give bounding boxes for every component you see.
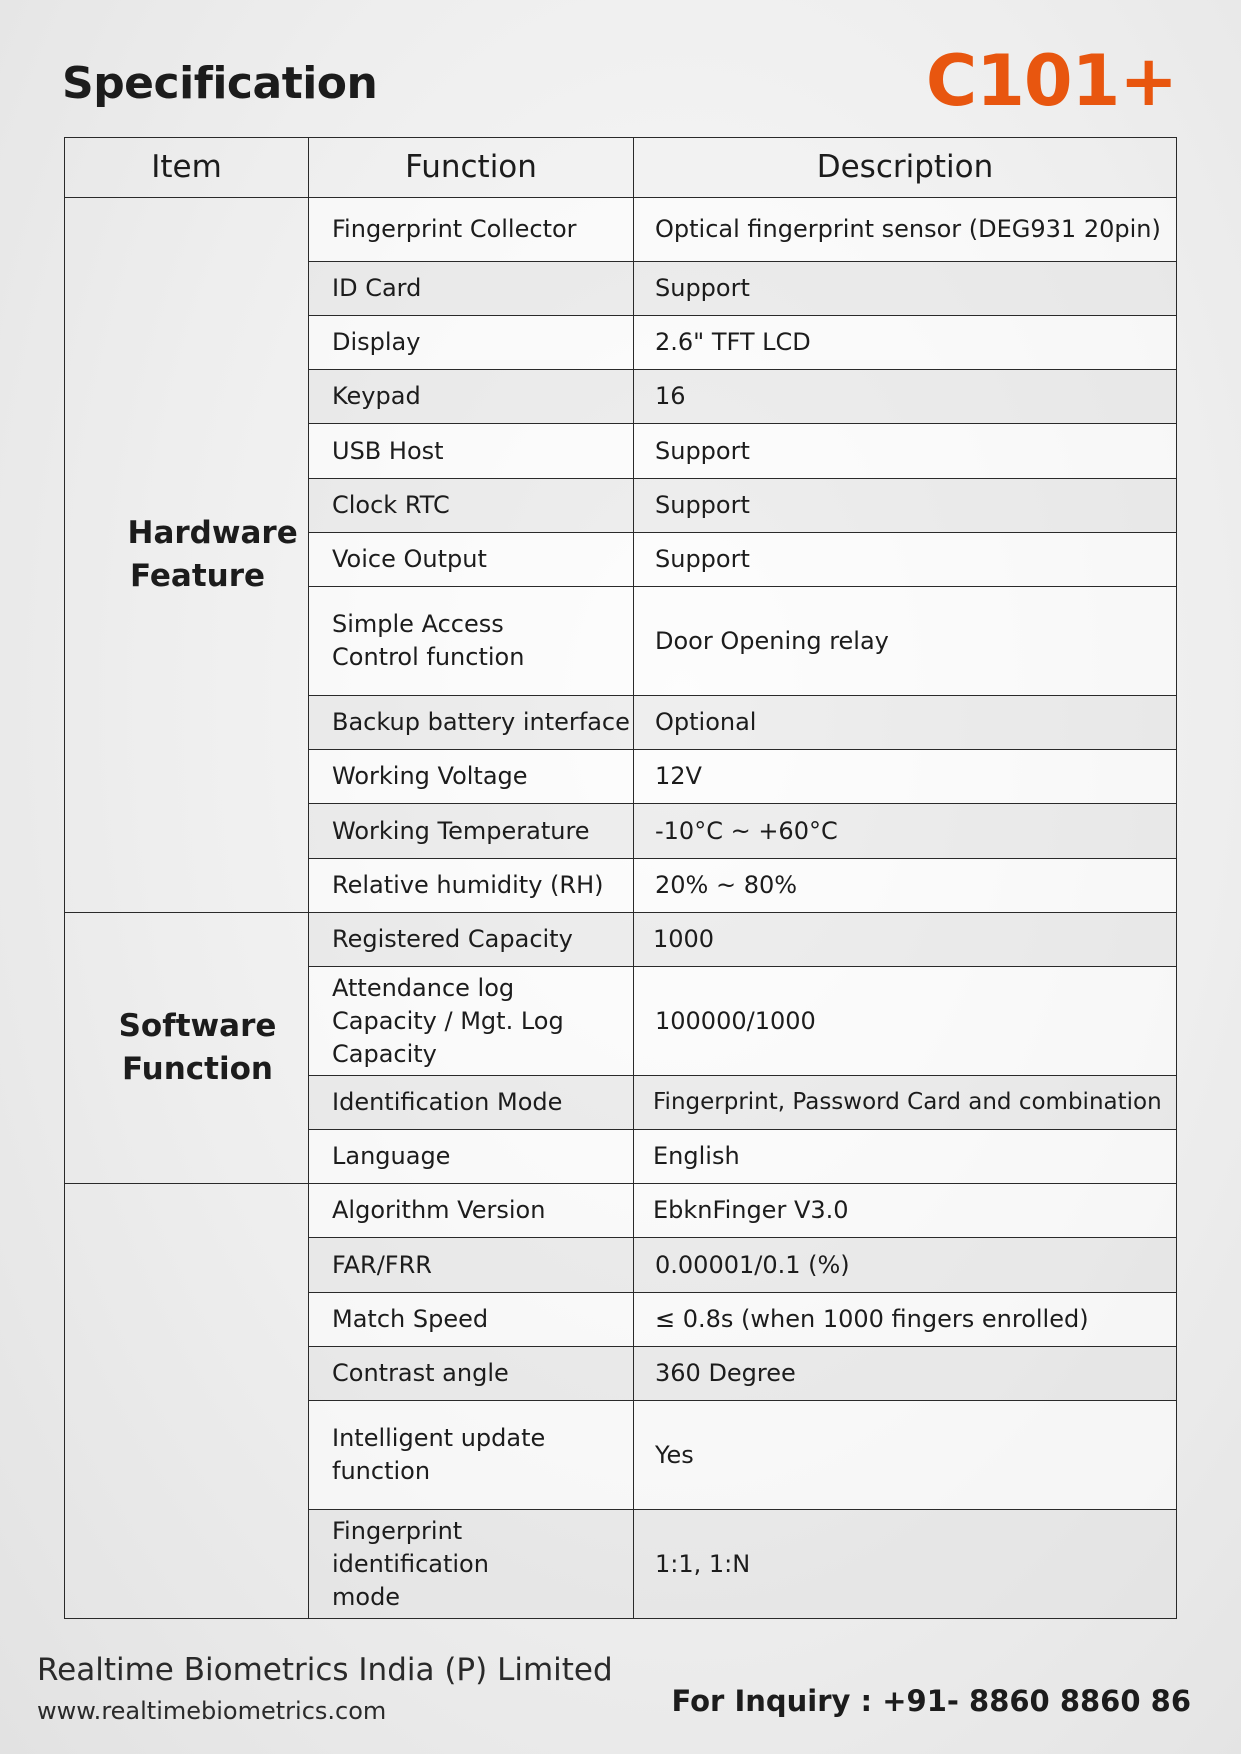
description-cell: Optical fingerprint sensor (DEG931 20pin) [634, 198, 1177, 262]
description-cell: Yes [634, 1401, 1177, 1510]
temperature-range: -10°C ~ +60°C [655, 816, 838, 845]
group-software-function [65, 913, 309, 1184]
description-cell: 2.6" TFT LCD [634, 316, 1177, 370]
header-item: Item [65, 138, 309, 198]
function-cell: Match Speed [309, 1293, 634, 1347]
table-header-row [65, 138, 1177, 198]
description-cell: Support [634, 479, 1177, 533]
spec-table [64, 137, 1177, 1619]
function-cell: ID Card [309, 262, 634, 316]
table-row [65, 1184, 1177, 1238]
function-cell: Contrast angle [309, 1347, 634, 1401]
description-cell: Support [634, 533, 1177, 587]
inquiry-phone: For Inquiry : +91- 8860 8860 86 [671, 1684, 1191, 1718]
function-cell: Attendance log Capacity / Mgt. Log Capacity [309, 967, 634, 1076]
function-cell: Algorithm Version [309, 1184, 634, 1238]
company-name: Realtime Biometrics India (P) Limited [37, 1652, 613, 1688]
function-cell: Voice Output [309, 533, 634, 587]
description-cell [634, 804, 1177, 859]
function-cell: USB Host [309, 424, 634, 479]
description-cell: Optional [634, 696, 1177, 750]
website-link[interactable]: www.realtimebiometrics.com [37, 1697, 387, 1725]
group-unlabelled [65, 1184, 309, 1619]
description-cell: EbknFinger V3.0 [634, 1184, 1177, 1238]
description-cell: 1:1, 1:N [634, 1510, 1177, 1619]
description-cell: 100000/1000 [634, 967, 1177, 1076]
function-cell: Relative humidity (RH) [309, 859, 634, 913]
function-cell: Intelligent update function [309, 1401, 634, 1510]
function-cell: Fingerprint identification mode [309, 1510, 634, 1619]
page-title: Specification [62, 58, 378, 109]
description-cell: 360 Degree [634, 1347, 1177, 1401]
description-cell: Door Opening relay [634, 587, 1177, 696]
function-cell: Fingerprint Collector [309, 198, 634, 262]
description-cell: 12V [634, 750, 1177, 804]
function-cell: Working Voltage [309, 750, 634, 804]
table-row [65, 198, 1177, 262]
description-cell: Support [634, 262, 1177, 316]
function-cell: Display [309, 316, 634, 370]
function-cell: Backup battery interface [309, 696, 634, 750]
group-label: Software Function [118, 1008, 277, 1087]
function-cell: Working Temperature [309, 804, 634, 859]
function-cell: Clock RTC [309, 479, 634, 533]
table-row [65, 913, 1177, 967]
description-cell: English [634, 1130, 1177, 1184]
model-name: C101+ [925, 40, 1177, 122]
function-cell: Language [309, 1130, 634, 1184]
description-cell: 16 [634, 370, 1177, 424]
description-cell: Support [634, 424, 1177, 479]
description-cell: ≤ 0.8s (when 1000 fingers enrolled) [634, 1293, 1177, 1347]
description-cell: 20% ~ 80% [634, 859, 1177, 913]
description-cell: Fingerprint, Password Card and combination [634, 1076, 1177, 1130]
function-cell: Simple Access Control function [309, 587, 634, 696]
description-cell: 1000 [634, 913, 1177, 967]
description-cell: 0.00001/0.1 (%) [634, 1238, 1177, 1293]
group-label: Hardware Feature [127, 515, 298, 594]
header-function: Function [309, 138, 634, 198]
function-cell: FAR/FRR [309, 1238, 634, 1293]
header-description: Description [634, 138, 1177, 198]
function-cell: Keypad [309, 370, 634, 424]
function-cell: Identification Mode [309, 1076, 634, 1130]
function-cell: Registered Capacity [309, 913, 634, 967]
group-hardware-feature [65, 198, 309, 913]
